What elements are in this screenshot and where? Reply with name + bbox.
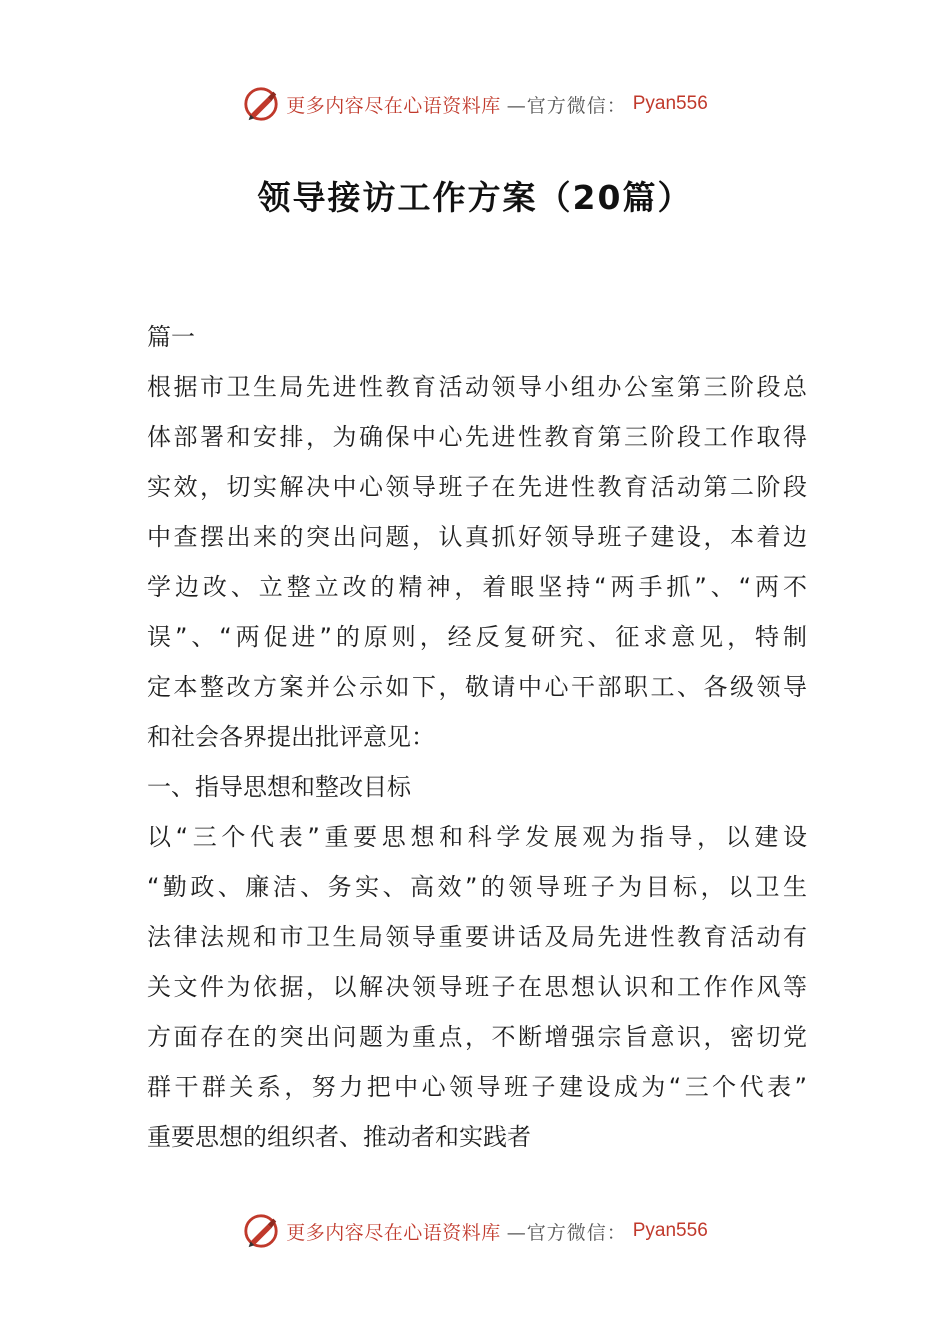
paragraph-line: 以“三个代表”重要思想和科学发展观为指导，以建设: [147, 823, 807, 851]
paragraph-line: 体部署和安排，为确保中心先进性教育第三阶段工作取得: [147, 423, 807, 451]
paragraph-line: 法律法规和市卫生局领导重要讲话及局先进性教育活动有: [147, 923, 807, 951]
banner-wechat-label: —官方微信：: [506, 1221, 627, 1244]
pen-logo-icon: [242, 85, 280, 123]
paragraph-line: 根据市卫生局先进性教育活动领导小组办公室第三阶段总: [147, 373, 807, 401]
section-label: 篇一: [147, 323, 195, 351]
paragraph-line: “勤政、廉洁、务实、高效”的领导班子为目标，以卫生: [147, 873, 807, 901]
paragraph-line: 学边改、立整立改的精神，着眼坚持“两手抓”、“两不: [147, 573, 807, 601]
document-body: [147, 312, 807, 1162]
watermark-banner-bottom: [0, 1211, 950, 1251]
paragraph-line: 群干群关系，努力把中心领导班子建设成为“三个代表”: [147, 1073, 807, 1101]
watermark-banner-top: [0, 84, 950, 124]
paragraph-line: 误”、“两促进”的原则，经反复研究、征求意见，特制: [147, 623, 807, 651]
paragraph-line: 重要思想的组织者、推动者和实践者: [147, 1123, 531, 1151]
document-title: 领导接访工作方案（20篇）: [257, 178, 693, 217]
banner-wechat-label: —官方微信：: [506, 94, 627, 117]
banner-wechat-id: Pyan556: [632, 93, 708, 114]
paragraph-line: 实效，切实解决中心领导班子在先进性教育活动第二阶段: [147, 473, 807, 501]
paragraph-line: 定本整改方案并公示如下，敬请中心干部职工、各级领导: [147, 673, 807, 701]
paragraph-line: 关文件为依据，以解决领导班子在思想认识和工作作风等: [147, 973, 807, 1001]
section-heading: 一、指导思想和整改目标: [147, 773, 411, 801]
pen-logo-icon: [242, 1212, 280, 1250]
banner-brand-text: 更多内容尽在心语资料库: [286, 1221, 501, 1244]
paragraph-line: 方面存在的突出问题为重点，不断增强宗旨意识，密切党: [147, 1023, 807, 1051]
banner-wechat-id: Pyan556: [632, 1220, 708, 1241]
banner-brand-text: 更多内容尽在心语资料库: [286, 94, 501, 117]
paragraph-line: 中查摆出来的突出问题，认真抓好领导班子建设，本着边: [147, 523, 807, 551]
paragraph-line: 和社会各界提出批评意见：: [147, 723, 435, 751]
